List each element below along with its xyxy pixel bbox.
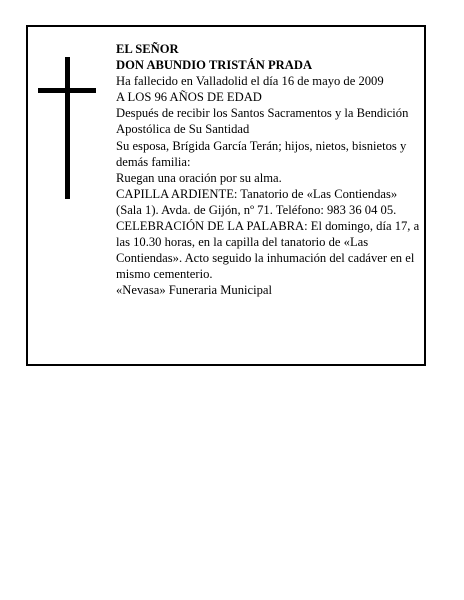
family-line: Su esposa, Brígida García Terán; hijos, nietos, bisnietos y demás familia:: [116, 138, 407, 169]
heading-title: EL SEÑOR: [116, 42, 179, 56]
prayer-request-line: Ruegan una oración por su alma.: [116, 170, 282, 185]
chapel-info: CAPILLA ARDIENTE: Tanatorio de «Las Contiendas» (Sala 1). Avda. de Gijón, nº 71. Teléfono: 983 36 04 05.: [116, 186, 398, 217]
cross-horizontal-bar: [38, 88, 96, 93]
obituary-notice: [26, 25, 426, 366]
deceased-name: DON ABUNDIO TRISTÁN PRADA: [116, 58, 313, 73]
obituary-text: [116, 41, 426, 299]
age-line: A LOS 96 AÑOS DE EDAD: [116, 90, 262, 105]
funeral-home: «Nevasa» Funeraria Municipal: [116, 283, 272, 298]
cross-icon: [38, 57, 96, 199]
cross-vertical-bar: [65, 57, 70, 199]
death-date-line: Ha fallecido en Valladolid el día 16 de mayo de 2009: [116, 74, 384, 89]
sacraments-line: Después de recibir los Santos Sacramentos y la Bendición Apostólica de Su Santidad: [116, 106, 409, 137]
ceremony-info: CELEBRACIÓN DE LA PALABRA: El domingo, día 17, a las 10.30 horas, en la capilla del tanatorio de «Las Contiendas». Acto seguido la inhumación del cadáver en el mismo cementerio.: [116, 219, 420, 282]
